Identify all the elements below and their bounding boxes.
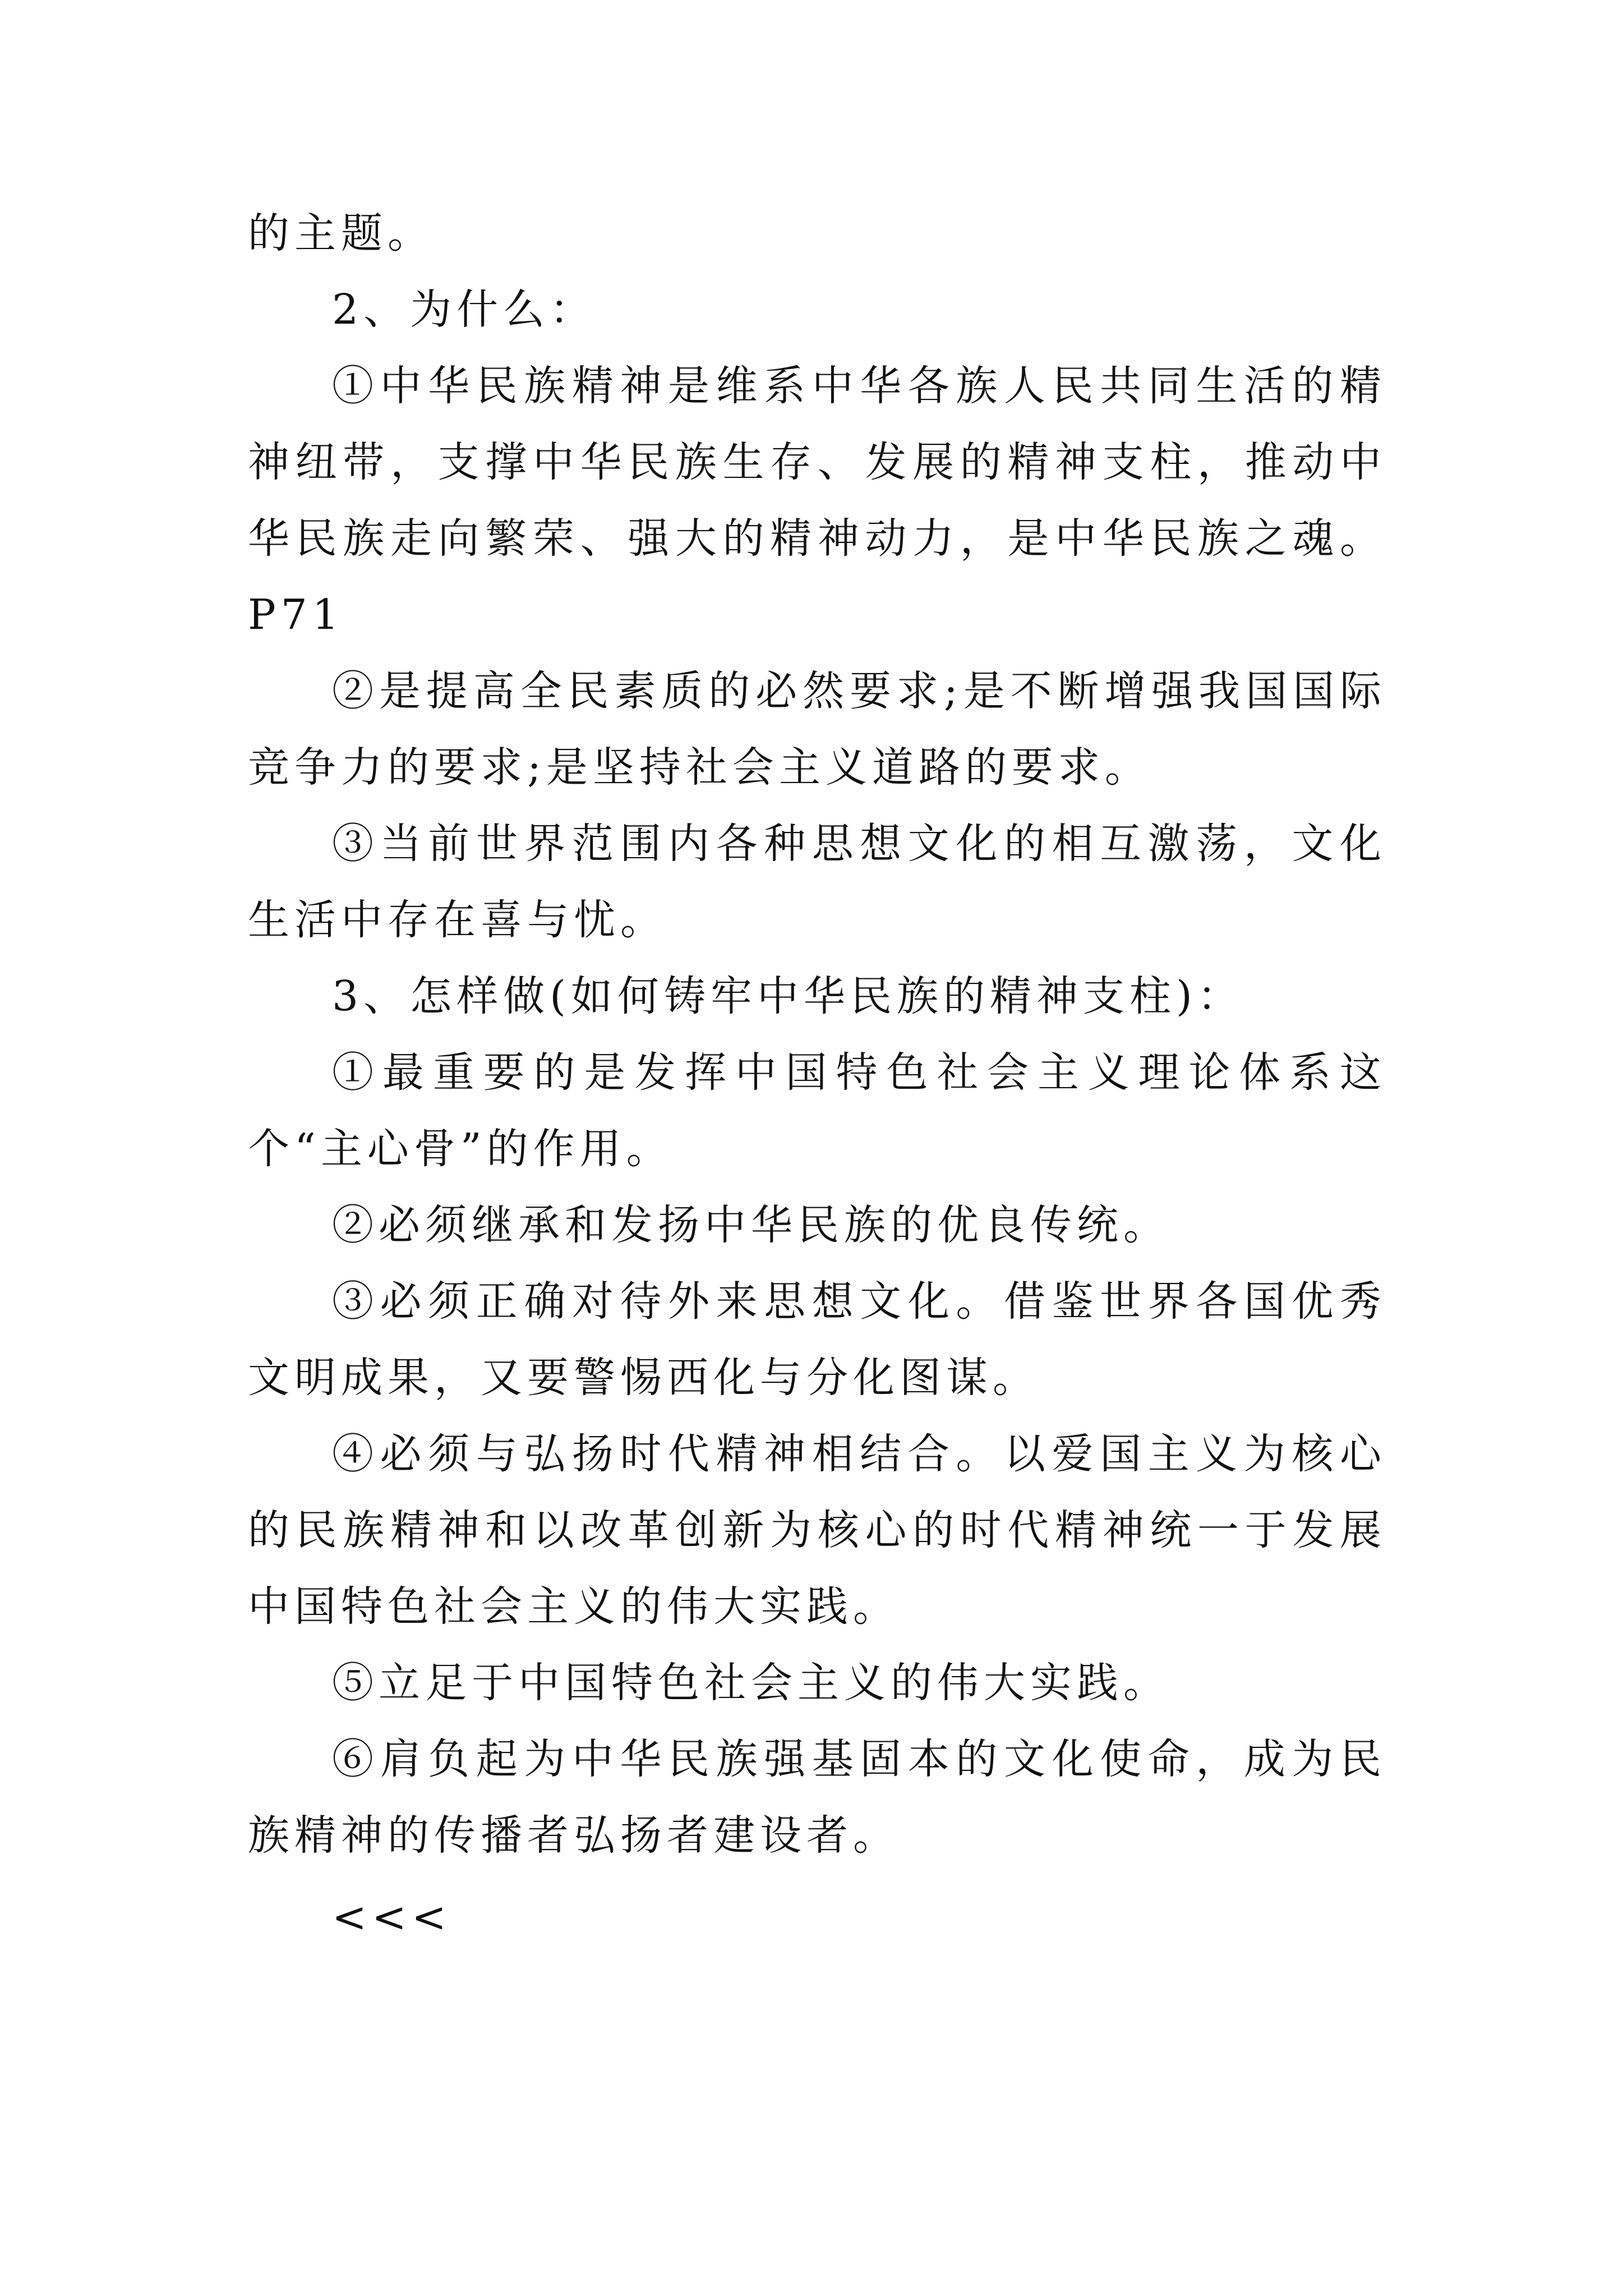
why-point-1: ①中华民族精神是维系中华各族人民共同生活的精神纽带，支撑中华民族生存、发展的精神支柱，推动中华民族走向繁荣、强大的精神动力，是中华民族之魂。P71 xyxy=(248,362,1386,639)
how-point-4: ④必须与弘扬时代精神相结合。以爱国主义为核心的民族精神和以改革创新为核心的时代精神统一于发展中国特色社会主义的伟大实践。 xyxy=(248,1430,1386,1631)
paragraph-continuation: 的主题。 xyxy=(248,209,434,257)
why-point-3: ③当前世界范围内各种思想文化的相互激荡，文化生活中存在喜与忧。 xyxy=(248,820,1386,944)
section-heading-how: 3、怎样做(如何铸牢中华民族的精神支柱)： xyxy=(332,972,1244,1020)
why-point-2: ②是提高全民素质的必然要求;是不断增强我国国际竞争力的要求;是坚持社会主义道路的要求。 xyxy=(248,667,1386,792)
section-heading-why: 2、为什么： xyxy=(332,286,597,334)
document-body xyxy=(248,195,1386,1955)
how-point-5: ⑤立足于中国特色社会主义的伟大实践。 xyxy=(332,1659,1170,1707)
how-point-3: ③必须正确对待外来思想文化。借鉴世界各国优秀文明成果，又要警惕西化与分化图谋。 xyxy=(248,1277,1386,1402)
how-point-2: ②必须继承和发扬中华民族的优良传统。 xyxy=(332,1201,1170,1249)
how-point-1: ①最重要的是发挥中国特色社会主义理论体系这个“主心骨”的作用。 xyxy=(248,1048,1386,1173)
how-point-6: ⑥肩负起为中华民族强基固本的文化使命，成为民族精神的传播者弘扬者建设者。 xyxy=(248,1735,1386,1860)
ending-mark: <<< xyxy=(332,1893,452,1941)
